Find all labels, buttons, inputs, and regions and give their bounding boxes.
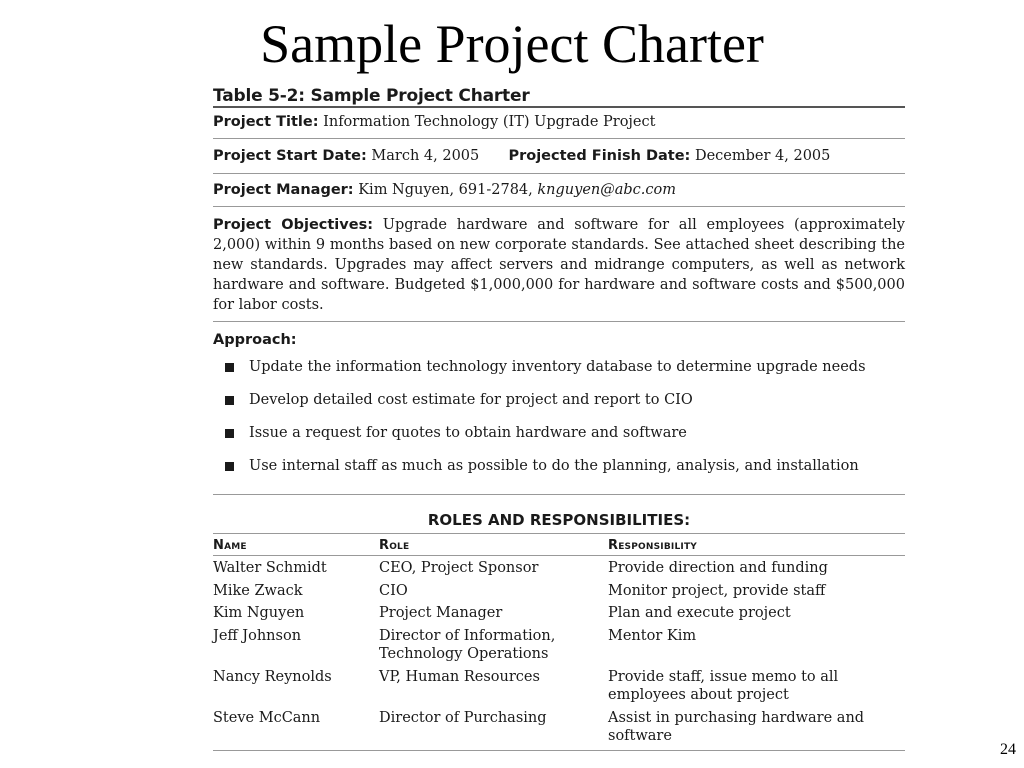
table-row	[213, 582, 905, 605]
project-objectives-label: Project Objectives:	[213, 217, 373, 233]
project-title-value: Information Technology (IT) Upgrade Project	[323, 114, 656, 130]
roles-column-headers	[213, 534, 905, 555]
column-header-role: Role	[379, 538, 410, 553]
person-role: CEO, Project Sponsor	[379, 560, 539, 576]
person-responsibility: Provide direction and funding	[608, 560, 828, 576]
table-row	[213, 627, 905, 668]
column-header-name: Name	[213, 538, 247, 553]
approach-item-text: Use internal staff as much as possible to do the planning, analysis, and installation	[249, 458, 859, 474]
person-role: Director of Purchasing	[379, 709, 547, 726]
person-role: Project Manager	[379, 605, 503, 621]
person-role: VP, Human Resources	[379, 668, 540, 685]
project-charter-table	[213, 86, 905, 751]
person-name: Kim Nguyen	[213, 605, 305, 621]
table-row	[213, 559, 905, 582]
approach-item	[213, 422, 905, 455]
person-role: CIO	[379, 582, 408, 599]
start-date-label: Project Start Date:	[213, 148, 367, 164]
approach-item-text: Issue a request for quotes to obtain hardware and software	[249, 425, 687, 441]
person-name: Walter Schmidt	[213, 560, 327, 576]
table-row	[213, 709, 905, 750]
approach-item	[213, 389, 905, 422]
approach-section	[213, 322, 905, 494]
column-header-responsibility: Responsibility	[608, 538, 697, 553]
bullet-square-icon	[225, 462, 234, 471]
project-manager-email: knguyen@abc.com	[537, 182, 677, 198]
project-manager-row	[213, 174, 905, 206]
approach-item-text: Update the information technology inventory database to determine upgrade needs	[249, 359, 866, 375]
start-date-value: March 4, 2005	[371, 148, 480, 164]
approach-label: Approach:	[213, 332, 297, 348]
project-title-label: Project Title:	[213, 114, 319, 130]
project-objectives-value: Upgrade hardware and software for all employees (approximately 2,000) within 9 months based on new corporate standards. See attached sheet describing the new standards. Upgrades may affect servers and midrange computers, as well as network hardware and software. Budgeted $1,000,000 for hardware and software costs and $500,000 for labor costs.	[213, 217, 905, 313]
project-manager-label: Project Manager:	[213, 182, 354, 198]
table-row	[213, 668, 905, 709]
approach-item	[213, 356, 905, 389]
bullet-square-icon	[225, 363, 234, 372]
project-manager-value: Kim Nguyen, 691-2784,	[358, 182, 533, 198]
project-dates-row	[213, 139, 905, 173]
person-role: Director of Information, Technology Operations	[379, 627, 556, 662]
row-divider	[213, 494, 905, 495]
table-row	[213, 604, 905, 627]
person-responsibility: Plan and execute project	[608, 605, 791, 621]
table-caption: Table 5-2: Sample Project Charter	[213, 86, 530, 106]
person-name: Nancy Reynolds	[213, 668, 332, 685]
person-responsibility: Assist in purchasing hardware and software	[608, 709, 865, 744]
roles-rows	[213, 556, 905, 750]
bullet-square-icon	[225, 429, 234, 438]
finish-date-value: December 4, 2005	[694, 148, 831, 164]
person-responsibility: Provide staff, issue memo to all employees about project	[608, 668, 839, 703]
approach-list	[213, 350, 905, 494]
approach-item	[213, 455, 905, 488]
bullet-square-icon	[225, 396, 234, 405]
roles-heading: ROLES AND RESPONSIBILITIES:	[427, 511, 691, 529]
project-title-row	[213, 108, 905, 138]
person-name: Mike Zwack	[213, 582, 303, 599]
person-name: Steve McCann	[213, 709, 321, 726]
person-responsibility: Mentor Kim	[608, 627, 697, 644]
approach-item-text: Develop detailed cost estimate for project and report to CIO	[249, 392, 693, 408]
person-responsibility: Monitor project, provide staff	[608, 582, 826, 599]
project-objectives-row	[213, 207, 905, 321]
person-name: Jeff Johnson	[213, 627, 302, 644]
slide-title: Sample Project Charter	[260, 14, 764, 74]
finish-date-label: Projected Finish Date:	[508, 148, 691, 164]
page-number: 24	[1000, 741, 1016, 758]
table-bottom-rule	[213, 750, 905, 751]
